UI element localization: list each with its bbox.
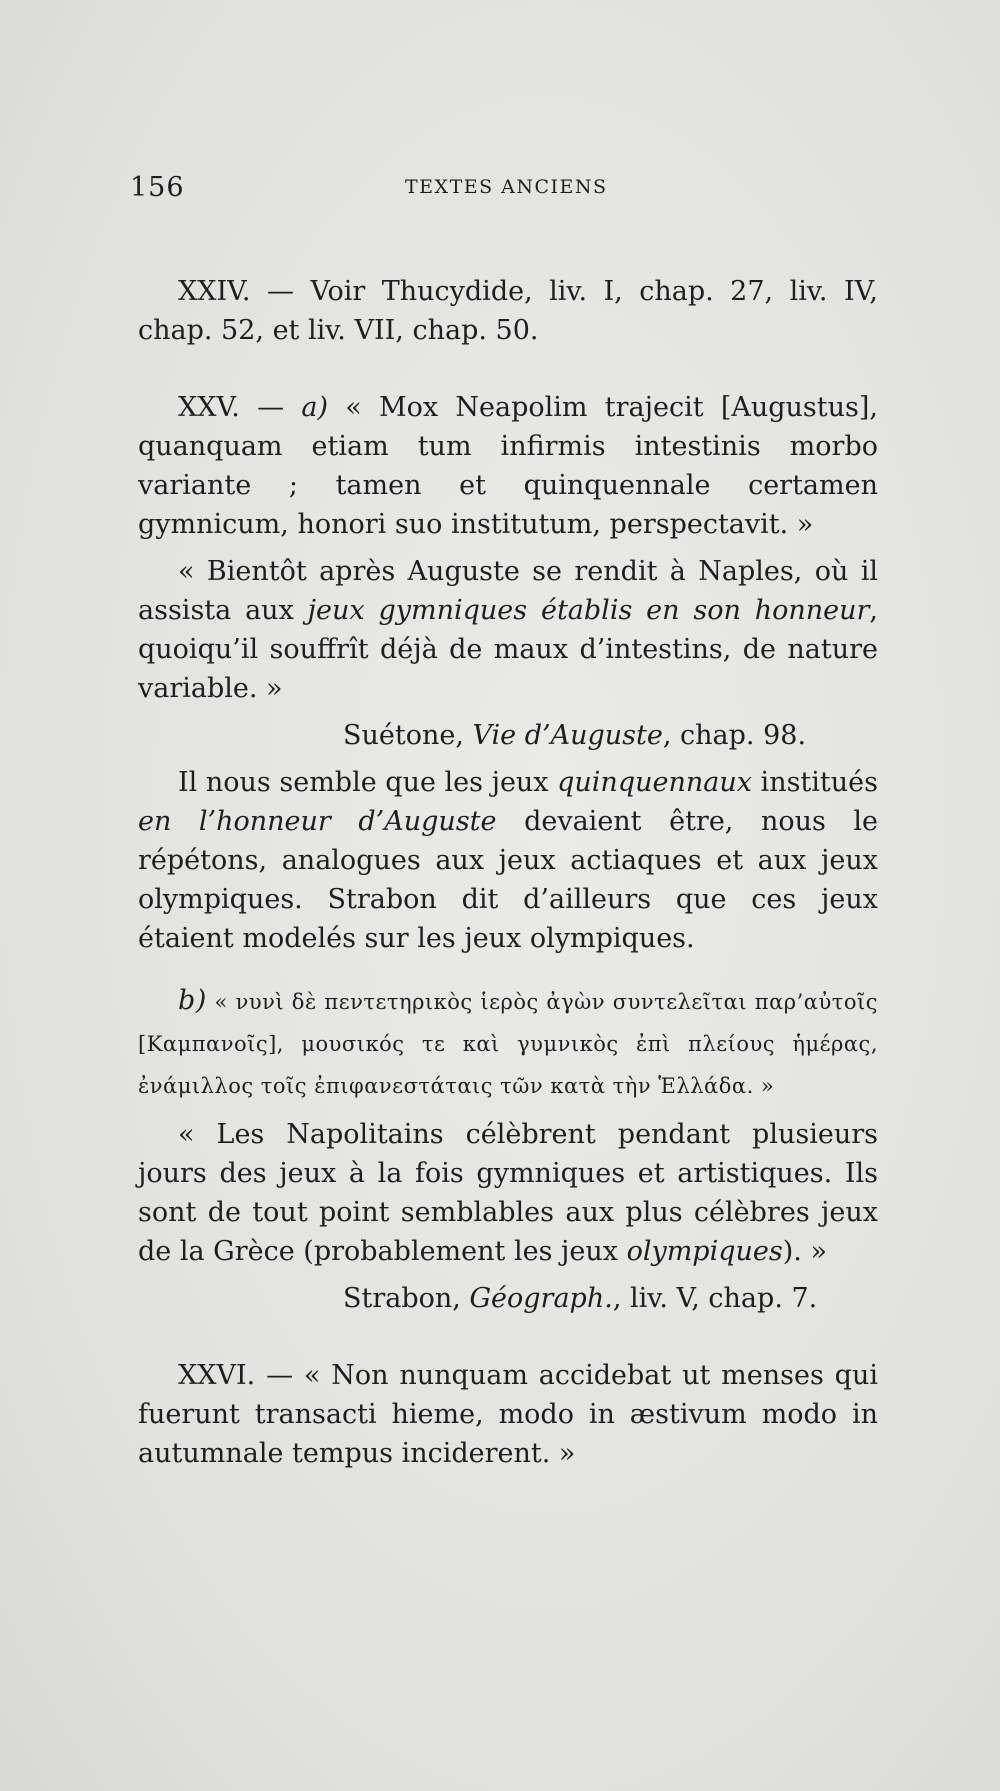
french-italic: olympiques xyxy=(626,1236,783,1267)
part-a-label: a) xyxy=(301,392,328,423)
french-italic: jeux gymniques établis en son honneur xyxy=(307,595,870,626)
commentary xyxy=(138,763,878,958)
part-b-label: b) xyxy=(178,985,207,1016)
section-xxvi xyxy=(138,1356,878,1473)
french-text-end: , quoiqu’il souffrît déjà de maux d’intestins, de nature variable. » xyxy=(138,595,878,704)
page-number: 156 xyxy=(130,172,185,203)
french-text: « Bientôt après Auguste se rendit à Naples, où il assista aux xyxy=(138,556,878,626)
source-author: Strabon, xyxy=(343,1283,461,1314)
french-text-end: ). » xyxy=(782,1236,827,1267)
source-work: Vie d’Auguste xyxy=(472,720,663,751)
section-label: XXV. xyxy=(178,392,240,423)
greek-quote: « νυνὶ δὲ πεντετηρικὸς ἱερὸς ἀγὼν συντελεῖται παρ’αὐτοῖς [Καμπανοῖς], μουσικός τε καὶ γυμνικὸς ἐπὶ πλείους ἡμέρας, ἐνάμιλλος τοῖς ἐπιφανεστάταις τῶν κατὰ τὴν Ἑλλάδα. » xyxy=(138,990,878,1098)
section-text: — « Non nunquam accidebat ut menses qui fuerunt transacti hieme, modo in æstivum modo in autumnale tempus inciderent. » xyxy=(138,1360,878,1469)
section-xxiv xyxy=(138,272,878,350)
section-xxv-latin xyxy=(138,388,878,544)
french-text: « Les Napolitains célèbrent pendant plusieurs jours des jeux à la fois gymniques et artistiques. Ils sont de tout point semblables aux plus célèbres jeux de la Grèce (probablement les jeux xyxy=(138,1119,878,1267)
section-text: — Voir Thucydide, liv. I, chap. 27, liv. IV, chap. 52, et liv. VII, chap. 50. xyxy=(138,276,878,346)
commentary-text: institués xyxy=(751,767,878,798)
source-strabon xyxy=(138,1279,878,1318)
source-ref: , chap. 98. xyxy=(662,720,807,751)
french-translation-b xyxy=(138,1115,878,1271)
source-work: Géograph. xyxy=(469,1283,613,1314)
greek-quote-b xyxy=(138,980,878,1107)
commentary-italic: en l’honneur d’Auguste xyxy=(138,806,497,837)
section-label: XXVI. xyxy=(178,1360,256,1391)
source-author: Suétone, xyxy=(343,720,464,751)
commentary-text: devaient être, nous le répétons, analogues aux jeux actiaques et aux jeux olympiques. Strabon dit d’ailleurs que ces jeux étaient modelés sur les jeux olympiques. xyxy=(138,806,878,954)
running-head: TEXTES ANCIENS xyxy=(405,176,608,198)
french-translation-a xyxy=(138,552,878,708)
commentary-text: Il nous semble que les jeux xyxy=(178,767,558,798)
latin-quote: « Mox Neapolim trajecit [Augustus], quanquam etiam tum infirmis intestinis morbo variante ; tamen et quinquennale certamen gymnicum, honori suo institutum, perspectavit. » xyxy=(138,392,878,540)
source-suetone xyxy=(138,716,878,755)
page-body xyxy=(138,272,878,1473)
section-label: XXIV. xyxy=(178,276,251,307)
section-dash: — xyxy=(257,392,285,423)
commentary-italic: quinquennaux xyxy=(557,767,752,798)
source-ref: , liv. V, chap. 7. xyxy=(612,1283,818,1314)
